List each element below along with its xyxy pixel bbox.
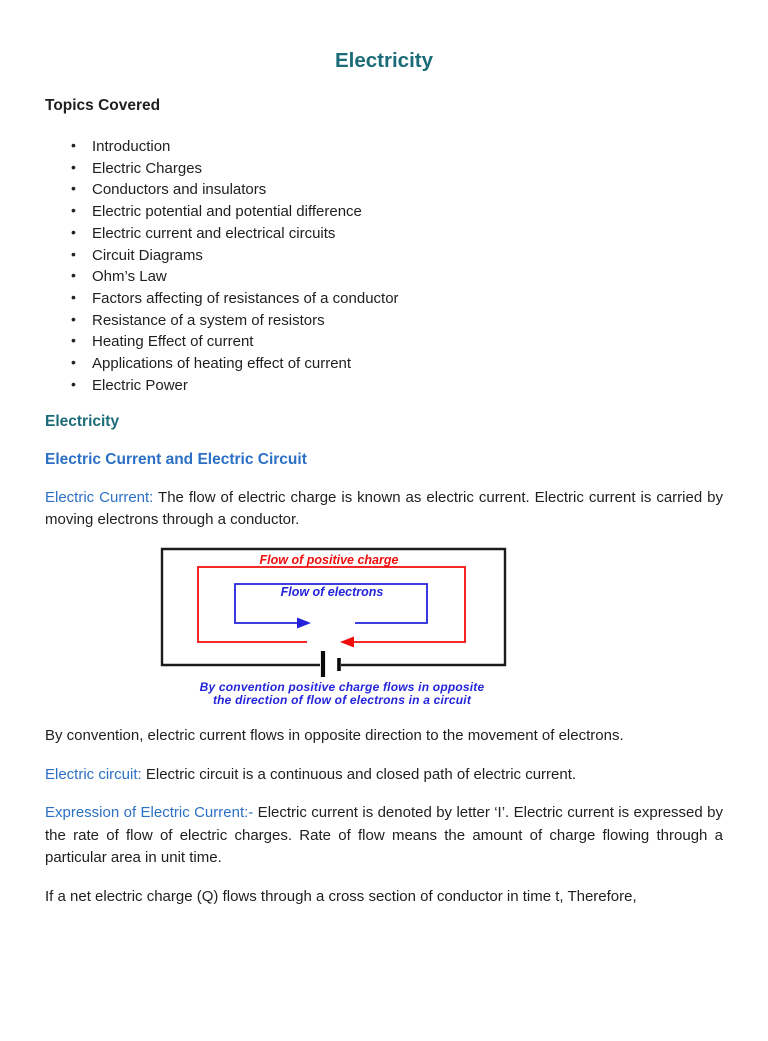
positive-charge-label: Flow of positive charge xyxy=(259,553,399,568)
topics-list xyxy=(45,136,723,396)
circuit-flow-diagram xyxy=(145,547,525,709)
electric-circuit-lead: Electric circuit: xyxy=(45,765,142,783)
expression-text: Electric current is denoted by letter ‘I’. Electric current is expressed by the rate of flow of electric charges. Rate of flow means the amount of charge flowing through a particular area in unit time. xyxy=(45,804,723,867)
topic-item: • Applications of heating effect of current xyxy=(92,353,723,375)
red-arrow-left-icon xyxy=(340,637,354,648)
electric-circuit-text: Electric circuit is a continuous and closed path of electric current. xyxy=(141,765,577,783)
page-title: Electricity xyxy=(335,49,433,72)
document-page xyxy=(0,47,768,908)
paragraph-net-charge: If a net electric charge (Q) flows through a cross section of conductor in time t, Therefore, xyxy=(45,887,637,905)
topic-item: • Electric Power xyxy=(92,375,723,397)
topic-item: • Electric Charges xyxy=(92,158,723,180)
section-heading-electricity: Electricity xyxy=(45,413,120,431)
diagram-caption-line1: By convention positive charge flows in opposite xyxy=(199,680,485,695)
topic-item: • Conductors and insulators xyxy=(92,179,723,201)
topic-item: • Introduction xyxy=(92,136,723,158)
electron-flow-label: Flow of electrons xyxy=(280,585,384,600)
electric-current-text: The flow of electric charge is known as electric current. Electric current is carried by moving electrons through a conductor. xyxy=(45,488,723,529)
battery-icon xyxy=(323,651,339,677)
diagram-caption-line2: the direction of flow of electrons in a circuit xyxy=(212,693,472,708)
paragraph-electric-current xyxy=(45,487,723,532)
positive-charge-loop xyxy=(198,567,465,642)
subsection-heading-electric-current: Electric Current and Electric Circuit xyxy=(45,450,307,468)
paragraph-expression xyxy=(45,802,723,870)
topic-item: • Ohm’s Law xyxy=(92,266,723,288)
expression-lead: Expression of Electric Current:- xyxy=(45,804,254,822)
topic-item: • Heating Effect of current xyxy=(92,331,723,353)
circuit-diagram xyxy=(145,547,525,709)
topic-item: • Electric current and electrical circuits xyxy=(92,223,723,245)
blue-arrow-right-icon xyxy=(297,618,311,629)
paragraph-convention: By convention, electric current flows in opposite direction to the movement of electrons. xyxy=(45,727,624,745)
topic-item: • Factors affecting of resistances of a conductor xyxy=(92,288,723,310)
topic-item: • Electric potential and potential difference xyxy=(92,201,723,223)
paragraph-electric-circuit xyxy=(45,764,723,787)
electric-current-lead: Electric Current: xyxy=(45,488,154,506)
topic-item: • Resistance of a system of resistors xyxy=(92,310,723,332)
topics-covered-heading: Topics Covered xyxy=(45,97,161,114)
topic-item: • Circuit Diagrams xyxy=(92,245,723,267)
